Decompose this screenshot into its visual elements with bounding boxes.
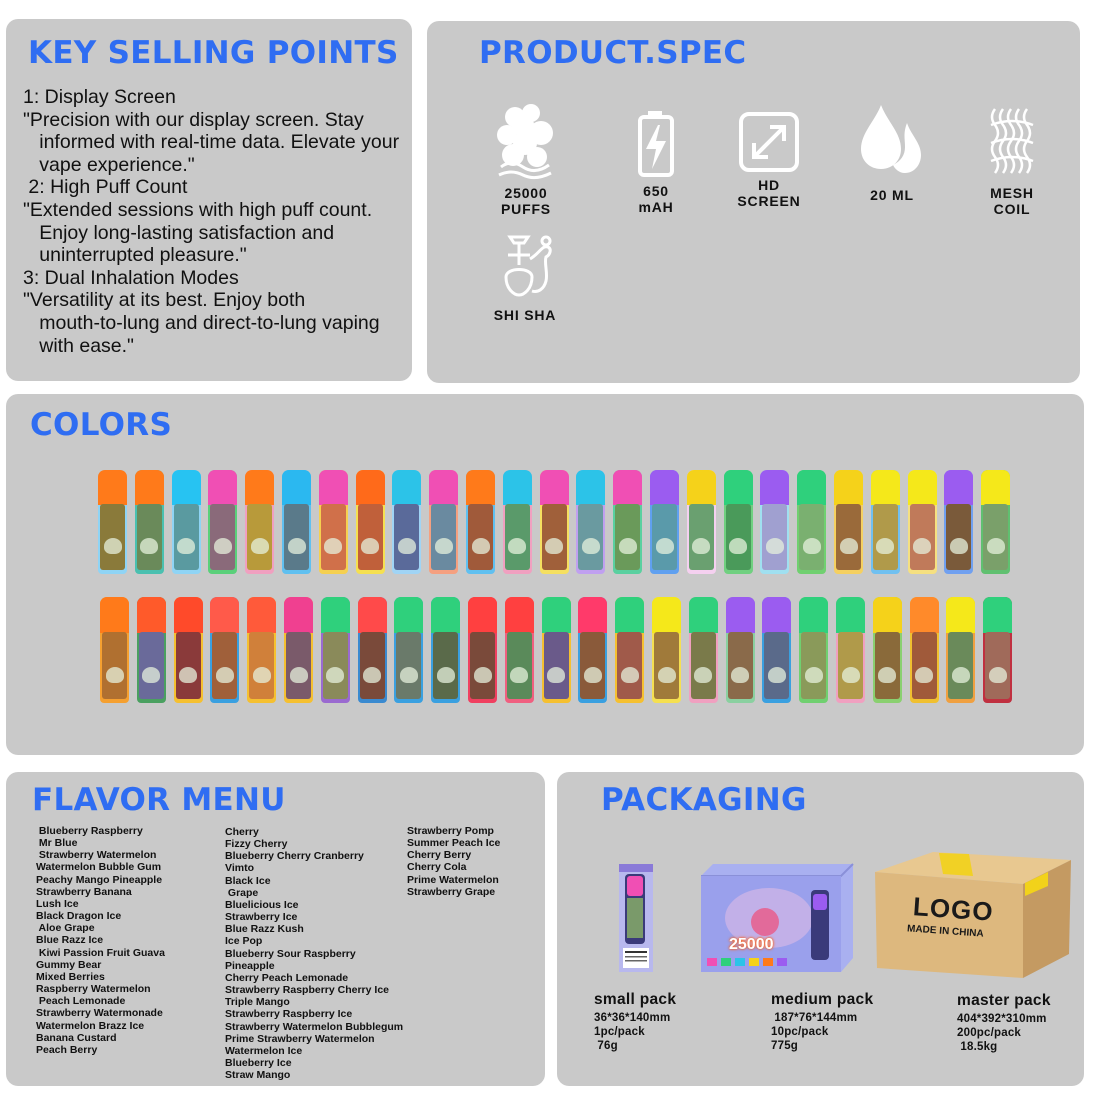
flavor-item: Banana Custard	[36, 1031, 117, 1044]
color-variant-device	[615, 597, 644, 703]
flavor-item: Cherry	[225, 826, 259, 838]
flavor-item: Strawberry Grape	[407, 885, 496, 898]
color-variant-device	[358, 597, 387, 703]
flavor-item: Peach Berry	[36, 1043, 98, 1056]
small-pack-info	[594, 991, 676, 1053]
flavor-item: Peachy Mango Pineapple	[36, 873, 163, 886]
pack-dims: 36*36*140mm	[594, 1012, 671, 1024]
color-variant-device	[797, 470, 826, 574]
spec-battery	[601, 109, 711, 215]
master-pack-box-logo: LOGO	[912, 891, 995, 927]
color-variant-device	[247, 597, 276, 703]
pack-name: master pack	[957, 992, 1051, 1009]
spec-shisha	[470, 233, 580, 323]
ksp-line: vape experience."	[23, 153, 195, 176]
flavor-item: Black Dragon Ice	[36, 910, 122, 923]
flavor-item: Blueberry Ice	[225, 1056, 292, 1069]
color-variant-device	[321, 597, 350, 703]
color-variant-device	[245, 470, 274, 574]
color-variant-device	[836, 597, 865, 703]
color-variant-device	[873, 597, 902, 703]
master-pack-box-made-in: MADE IN CHINA	[906, 923, 984, 940]
master-pack-box-image	[873, 850, 1073, 980]
colors-heading: COLORS	[30, 407, 173, 443]
color-variant-device	[284, 597, 313, 703]
mesh-coil-icon	[987, 105, 1037, 181]
flavor-column-1	[36, 825, 165, 1056]
color-variant-device	[210, 597, 239, 703]
flavor-column-3	[407, 825, 500, 898]
flavor-item: Blueberry Raspberry	[36, 825, 143, 837]
medium-pack-box-art	[699, 862, 855, 974]
color-variant-device	[208, 470, 237, 574]
color-variant-device	[503, 470, 532, 574]
medium-pack-info	[771, 991, 873, 1053]
ksp-line: mouth-to-lung and direct-to-lung vaping	[23, 311, 380, 334]
flavor-item: Blueberry Cherry Cranberry	[225, 850, 364, 863]
flavor-item: Summer Peach Ice	[407, 837, 501, 850]
spec-label-line1: HD	[758, 177, 780, 193]
color-variant-device	[137, 597, 166, 703]
spec-label-line2: SCREEN	[737, 193, 801, 209]
color-variant-device	[392, 470, 421, 574]
color-variant-device	[983, 597, 1012, 703]
pack-name: medium pack	[771, 991, 874, 1008]
flavor-item: Aloe Grape	[36, 922, 95, 935]
flavor-item: Watermelon Bubble Gum	[36, 861, 162, 874]
flavor-item: Kiwi Passion Fruit Guava	[36, 946, 165, 959]
color-variant-device	[466, 470, 495, 574]
flavor-item: Mr Blue	[36, 837, 78, 850]
color-variant-device	[429, 470, 458, 574]
flavor-item: Straw Mango	[225, 1069, 291, 1082]
color-variant-device	[834, 470, 863, 574]
color-variant-device	[944, 470, 973, 574]
color-variant-device	[431, 597, 460, 703]
color-variant-device	[908, 470, 937, 574]
ksp-line: "Extended sessions with high puff count.	[23, 198, 373, 221]
color-variant-device	[724, 470, 753, 574]
color-variant-device	[650, 470, 679, 574]
flavor-item: Strawberry Ice	[225, 911, 298, 924]
pack-dims: 187*76*144mm	[771, 1012, 858, 1024]
flavor-item: Grape	[225, 886, 259, 899]
spec-label-line1: SHI SHA	[493, 307, 557, 323]
pack-weight: 18.5kg	[957, 1041, 998, 1053]
color-variant-device	[172, 470, 201, 574]
ksp-line: with ease."	[23, 334, 134, 357]
spec-label-line1: 650	[643, 183, 669, 199]
color-variant-device	[871, 470, 900, 574]
color-variant-device	[613, 470, 642, 574]
color-variant-device	[174, 597, 203, 703]
small-pack-box-image	[617, 862, 657, 974]
flavor-menu-panel	[6, 772, 545, 1086]
flavor-item: Vimto	[225, 862, 254, 875]
color-variant-device	[394, 597, 423, 703]
color-variant-device	[981, 470, 1010, 574]
spec-label-line2: PUFFS	[501, 201, 551, 217]
color-variant-device	[356, 470, 385, 574]
color-variant-device	[98, 470, 127, 574]
flavor-item: Watermelon Brazz Ice	[36, 1019, 145, 1032]
color-variant-device	[687, 470, 716, 574]
flavor-item: Pineapple	[225, 959, 275, 972]
flavor-item: Watermelon Ice	[225, 1044, 303, 1057]
flavor-item: Peach Lemonade	[36, 995, 126, 1008]
packaging-panel	[557, 772, 1084, 1086]
ksp-line: uninterrupted pleasure."	[23, 244, 247, 267]
color-variant-device	[135, 470, 164, 574]
medium-pack-box-image	[699, 862, 855, 974]
flavor-item: Cherry Berry	[407, 849, 472, 862]
flavor-item: Mixed Berries	[36, 970, 105, 983]
color-variant-device	[576, 470, 605, 574]
flavor-menu-heading: FLAVOR MENU	[32, 782, 286, 818]
color-variant-device	[578, 597, 607, 703]
flavor-column-2	[225, 826, 403, 1081]
pack-qty: 1pc/pack	[594, 1026, 645, 1038]
color-variant-device	[652, 597, 681, 703]
color-variant-device	[282, 470, 311, 574]
key-selling-points-panel	[6, 19, 412, 381]
key-selling-points-heading: KEY SELLING POINTS	[28, 35, 399, 71]
flavor-item: Triple Mango	[225, 996, 290, 1009]
droplets-icon	[857, 103, 927, 181]
ksp-line: 1: Display Screen	[23, 86, 176, 108]
medium-pack-box-puffs: 25000	[729, 936, 774, 953]
flavor-item: Cherry Peach Lemonade	[225, 971, 349, 984]
pack-name: small pack	[594, 991, 677, 1008]
flavor-item: Gummy Bear	[36, 958, 102, 971]
battery-icon	[634, 109, 678, 179]
shisha-icon	[494, 233, 556, 299]
flavor-item: Prime Watermelon	[407, 873, 499, 886]
product-spec-heading: PRODUCT.SPEC	[479, 35, 747, 71]
spec-puffs	[471, 103, 581, 217]
ksp-line: informed with real-time data. Elevate your	[23, 131, 400, 154]
flavor-item: Strawberry Watermelon Bubblegum	[225, 1020, 404, 1033]
flavor-item: Strawberry Banana	[36, 885, 132, 898]
product-spec-panel	[427, 21, 1080, 383]
spec-capacity	[837, 103, 947, 203]
color-variant-device	[505, 597, 534, 703]
color-variant-device	[910, 597, 939, 703]
spec-label-line1: MESH	[990, 185, 1034, 201]
flavor-item: Strawberry Pomp	[407, 825, 494, 837]
flavor-item: Prime Strawberry Watermelon	[225, 1032, 375, 1045]
spec-label-line1: 25000	[504, 185, 548, 201]
flavor-item: Blueberry Sour Raspberry	[225, 947, 356, 960]
master-pack-info	[957, 992, 1051, 1054]
flavor-item: Raspberry Watermelon	[36, 983, 151, 996]
flavor-item: Blue Razz Kush	[225, 923, 304, 936]
color-variant-device	[319, 470, 348, 574]
spec-label-line1: 20 ML	[870, 187, 914, 203]
flavor-item: Fizzy Cherry	[225, 838, 288, 851]
pack-qty: 10pc/pack	[771, 1026, 829, 1038]
hd-screen-icon	[738, 111, 800, 173]
color-variant-device	[762, 597, 791, 703]
pack-weight: 76g	[594, 1040, 618, 1052]
ksp-line: 3: Dual Inhalation Modes	[23, 266, 239, 289]
color-variant-device	[689, 597, 718, 703]
puffs-icon	[493, 103, 559, 181]
flavor-item: Bluelicious Ice	[225, 898, 299, 911]
ksp-line: 2: High Puff Count	[23, 176, 188, 199]
color-variant-device	[726, 597, 755, 703]
color-variant-device	[542, 597, 571, 703]
spec-label-line2: COIL	[993, 201, 1031, 217]
color-variant-device	[799, 597, 828, 703]
spec-mesh-coil	[957, 105, 1067, 217]
colors-panel	[6, 394, 1084, 755]
pack-weight: 775g	[771, 1040, 799, 1052]
flavor-item: Strawberry Raspberry Ice	[225, 1008, 353, 1021]
flavor-item: Cherry Cola	[407, 861, 467, 874]
color-variant-device	[100, 597, 129, 703]
key-selling-points-text	[23, 86, 407, 357]
pack-qty: 200pc/pack	[957, 1027, 1022, 1039]
packaging-heading: PACKAGING	[601, 782, 807, 818]
color-variant-device	[540, 470, 569, 574]
flavor-item: Black Ice	[225, 874, 271, 887]
ksp-line: "Versatility at its best. Enjoy both	[23, 289, 306, 312]
flavor-item: Strawberry Watermonade	[36, 1007, 163, 1020]
ksp-line: Enjoy long-lasting satisfaction and	[23, 221, 335, 244]
flavor-item: Ice Pop	[225, 935, 263, 948]
flavor-item: Lush Ice	[36, 897, 79, 910]
flavor-item: Blue Razz Ice	[36, 934, 104, 947]
color-variant-device	[468, 597, 497, 703]
ksp-line: "Precision with our display screen. Stay	[23, 108, 364, 131]
flavor-item: Strawberry Raspberry Cherry Ice	[225, 984, 389, 997]
spec-hd-screen	[714, 111, 824, 209]
spec-label-line2: mAH	[638, 199, 674, 215]
color-variant-device	[946, 597, 975, 703]
color-variant-device	[760, 470, 789, 574]
flavor-item: Strawberry Watermelon	[36, 849, 157, 862]
pack-dims: 404*392*310mm	[957, 1013, 1047, 1025]
